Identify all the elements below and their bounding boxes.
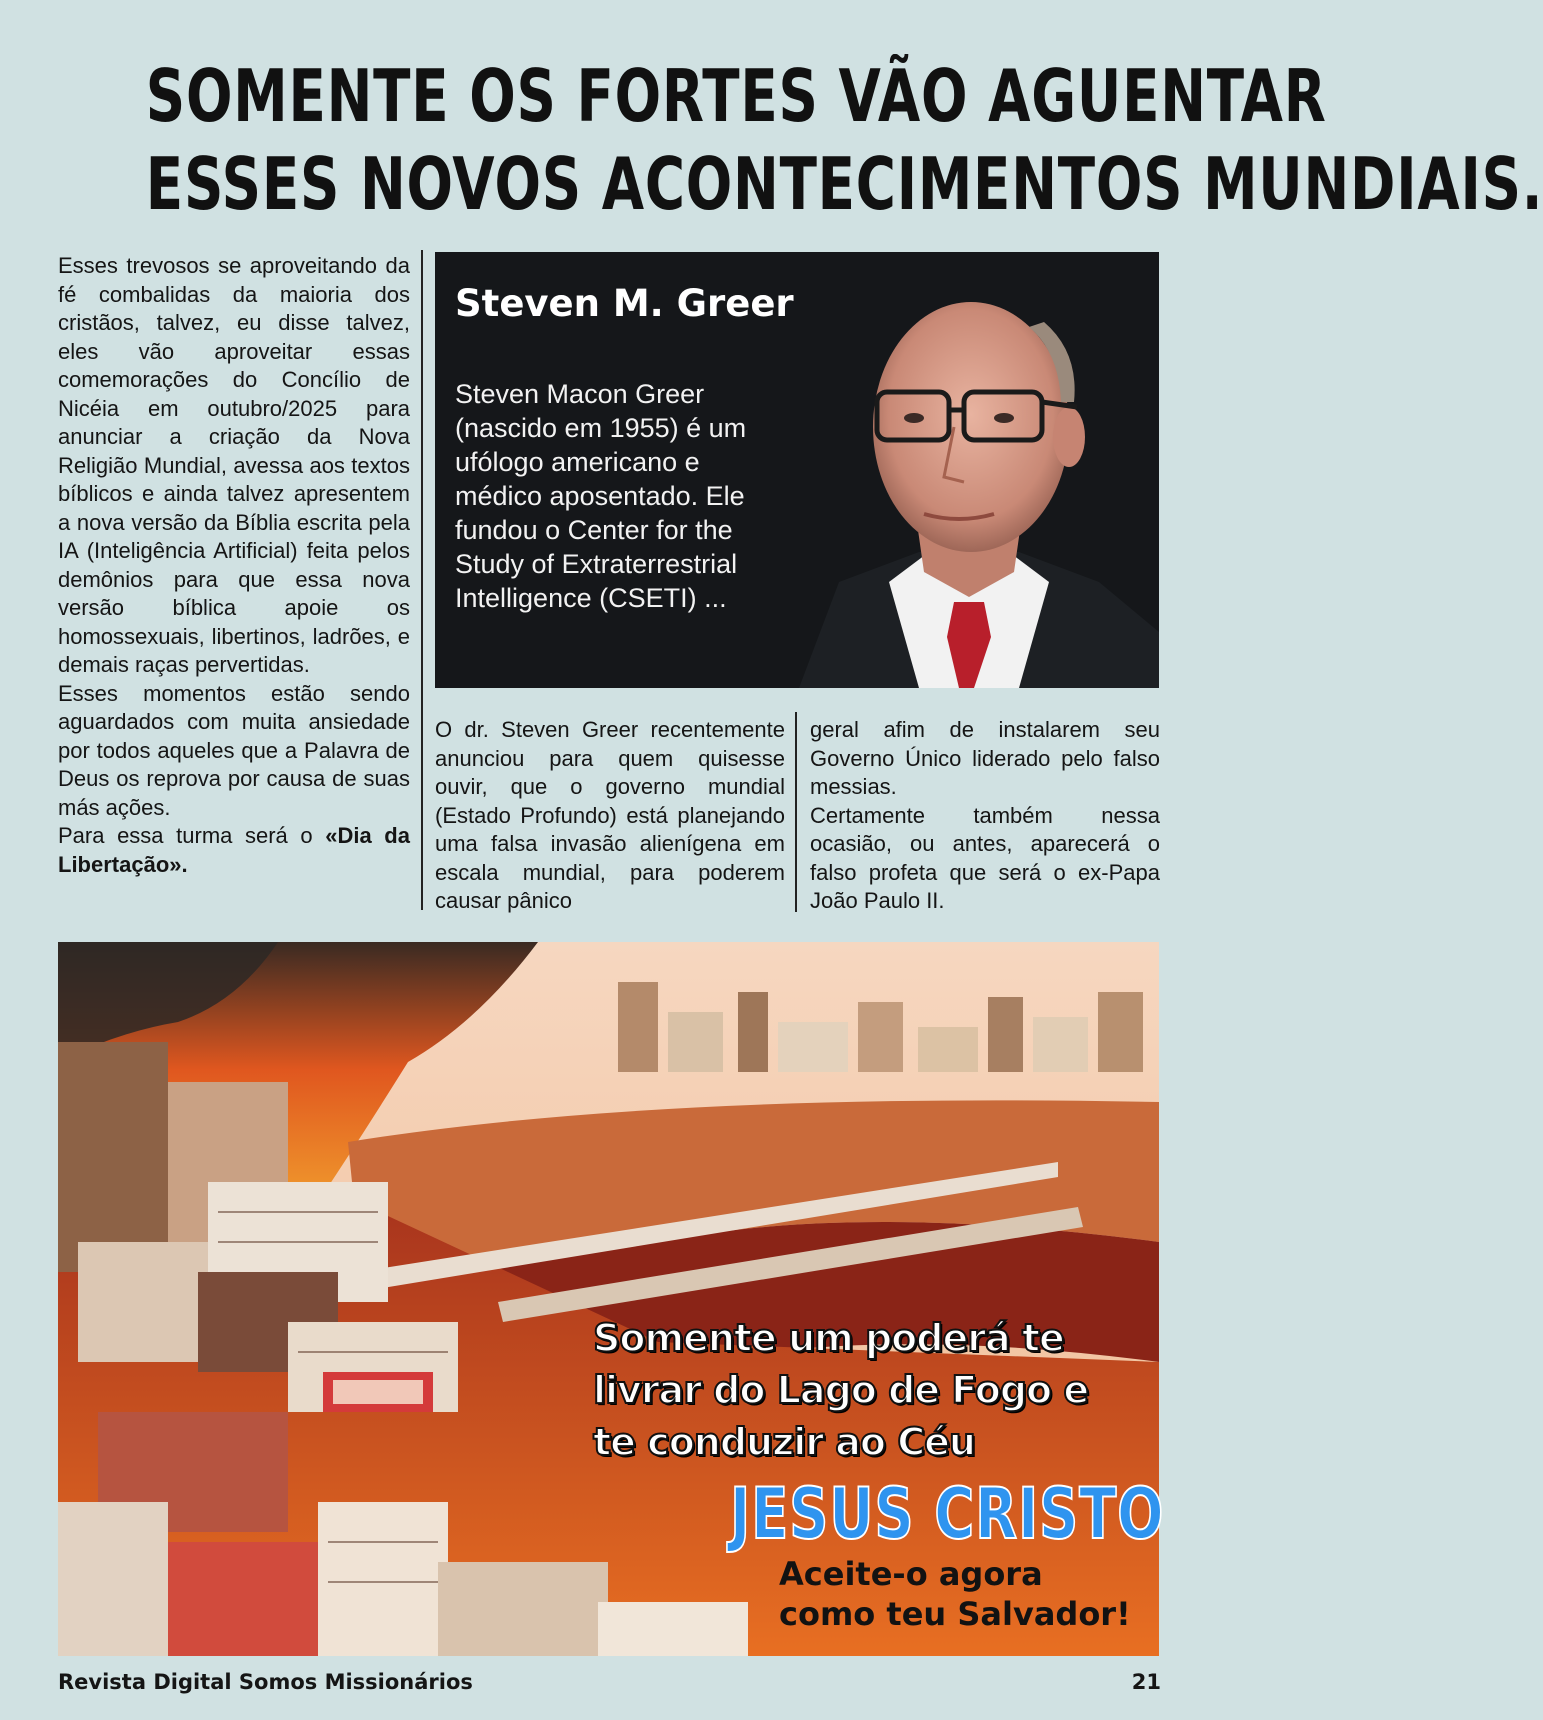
- artwork-call-to-action: [779, 1554, 1131, 1634]
- profile-bio: Steven Macon Greer (nascido em 1955) é um ufólogo americano e médico aposentado. Ele fundou o Center for the Study of Extraterrestrial Intelligence (CSETI) ...: [455, 379, 747, 613]
- page-headline: [145, 52, 1543, 228]
- cta-line-2: como teu Salvador!: [779, 1595, 1131, 1633]
- left-paragraph-2: Esses momentos estão sendo aguardados com muita ansiedade por todos aqueles que a Palavra de Deus os reprova por causa de suas más ações.: [58, 680, 410, 820]
- artwork-highlight: JESUS CRISTO: [730, 1473, 1165, 1555]
- portrait-image: [759, 252, 1159, 688]
- headline-line-2: ESSES NOVOS ACONTECIMENTOS MUNDIAIS.: [145, 142, 1543, 226]
- right-article-column: [810, 716, 1160, 916]
- left-paragraph-1: Esses trevosos se aproveitando da fé combalidas da maioria dos cristãos, talvez, eu disse talvez, eles vão aproveitar essas comemorações do Concílio de Nicéia em outubro/2025 para anunciar a criação da Nova Religião Mundial, avessa aos textos bíblicos e ainda talvez apresentem a nova versão da Bíblia escrita pela IA (Inteligência Artificial) feita pelos demônios para que essa nova versão bíblica apoie os homossexuais, libertinos, ladrões, e demais raças pervertidas.: [58, 253, 410, 677]
- cta-line-1: Aceite-o agora: [779, 1555, 1043, 1593]
- profile-photo-box: [435, 252, 1159, 688]
- page-number: 21: [1131, 1670, 1161, 1694]
- left-article-column: [58, 252, 410, 879]
- right-paragraph-2: Certamente também nessa ocasião, ou antes, aparecerá o falso profeta que será o ex-Papa João Paulo II.: [810, 802, 1160, 913]
- right-paragraph-1: geral afim de instalarem seu Governo Único liderado pelo falso messias.: [810, 717, 1160, 799]
- artwork-tagline: Somente um poderá te livrar do Lago de Fogo e te conduzir ao Céu: [593, 1316, 1089, 1464]
- headline-line-1: SOMENTE OS FORTES VÃO AGUENTAR: [145, 54, 1327, 138]
- column-divider: [421, 250, 423, 910]
- publication-name: Revista Digital Somos Missionários: [58, 1670, 473, 1694]
- middle-article-column: [435, 716, 785, 916]
- left-paragraph-3-bold: «Dia da Libertação».: [58, 823, 410, 877]
- apocalypse-artwork: [58, 942, 1165, 1656]
- left-paragraph-3: [58, 822, 410, 879]
- column-divider-2: [795, 712, 797, 912]
- middle-paragraph: O dr. Steven Greer recentemente anunciou para quem quisesse ouvir, que o governo mundial (Estado Profundo) está planejando uma falsa invasão alienígena em escala mundial, para poderem causar pânico: [435, 717, 785, 913]
- left-paragraph-3-text: Para essa turma será o: [58, 823, 326, 848]
- profile-name: Steven M. Greer: [455, 282, 794, 325]
